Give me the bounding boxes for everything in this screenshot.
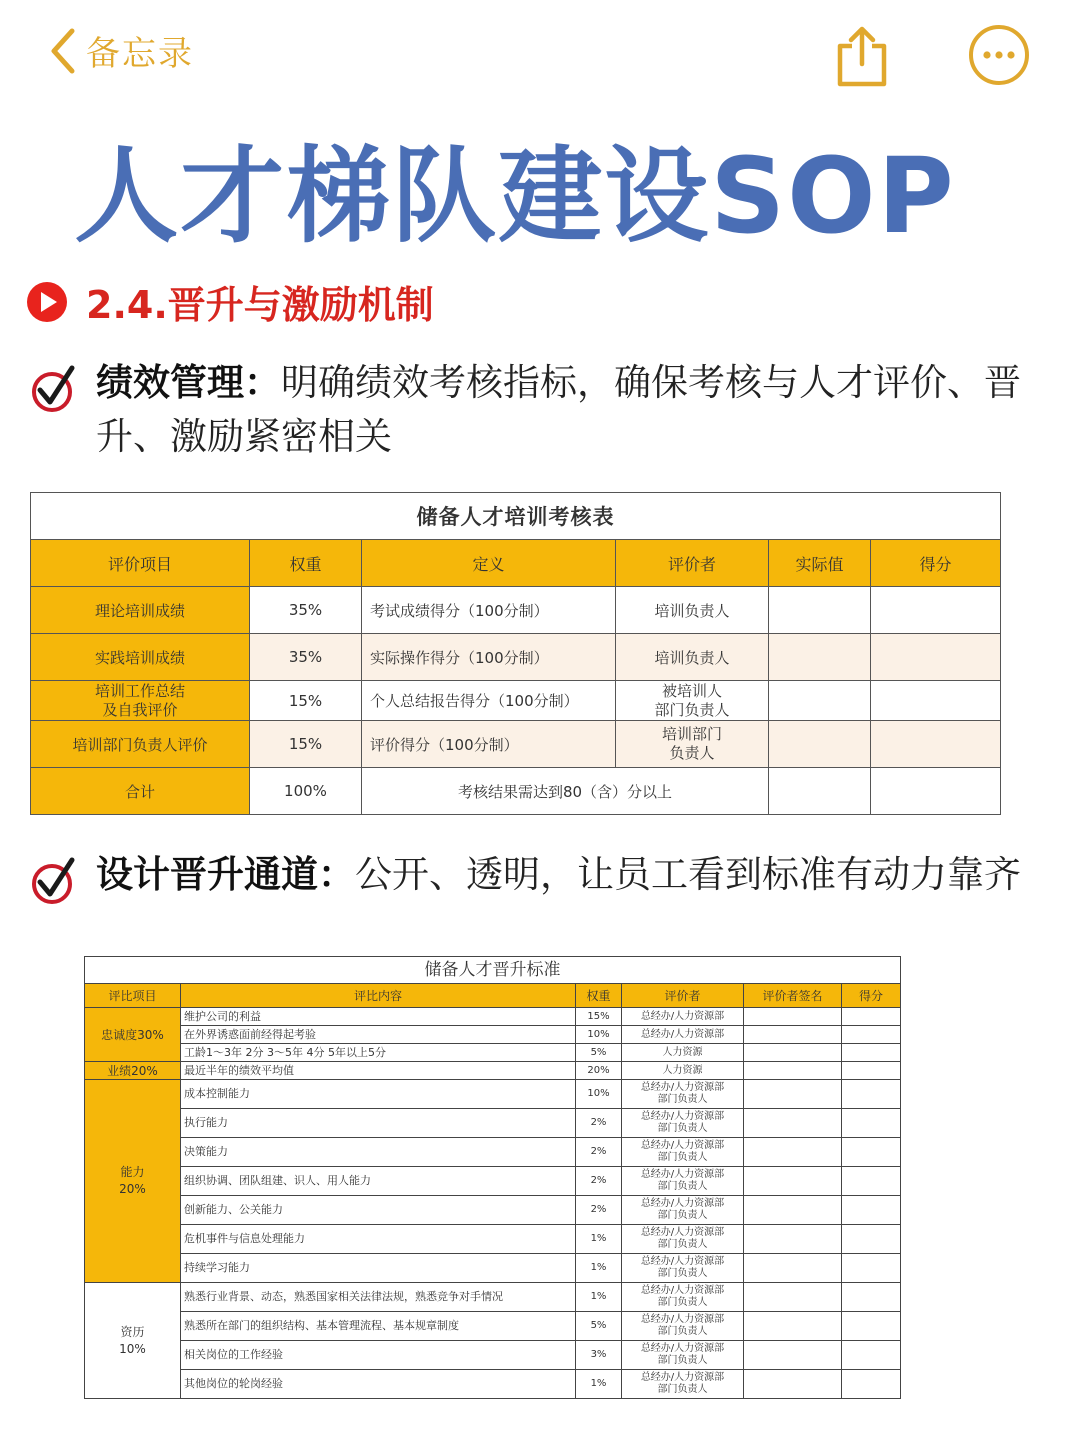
evaluator-cell: 人力资源 <box>622 1044 744 1062</box>
signature-cell <box>744 1109 842 1138</box>
score-cell <box>842 1196 901 1225</box>
signature-cell <box>744 1026 842 1044</box>
score-cell <box>842 1312 901 1341</box>
evaluator-cell: 总经办/人力资源部 部门负责人 <box>622 1370 744 1399</box>
content-cell: 组织协调、团队组建、识人、用人能力 <box>181 1167 576 1196</box>
signature-cell <box>744 1008 842 1026</box>
header-cell: 评比内容 <box>181 984 576 1008</box>
evaluator-cell: 总经办/人力资源部 部门负责人 <box>622 1167 744 1196</box>
score-cell <box>842 1341 901 1370</box>
checkmark-icon <box>30 362 78 414</box>
score-cell <box>842 1370 901 1399</box>
content-cell: 其他岗位的轮岗经验 <box>181 1370 576 1399</box>
table-row <box>85 1196 901 1225</box>
table-row <box>85 1109 901 1138</box>
point-text: 公开、透明，让员工看到标准有动力靠齐 <box>355 853 1021 896</box>
header-cell: 评价者 <box>616 540 769 587</box>
weight-cell: 1% <box>576 1225 622 1254</box>
point-label: 设计晋升通道： <box>96 853 355 896</box>
evaluator-cell: 总经办/人力资源部 部门负责人 <box>622 1109 744 1138</box>
signature-cell <box>744 1254 842 1283</box>
score-cell <box>842 1225 901 1254</box>
table-caption: 储备人才培训考核表 <box>31 493 1001 540</box>
evaluator-cell: 总经办/人力资源部 部门负责人 <box>622 1283 744 1312</box>
header-cell: 权重 <box>576 984 622 1008</box>
signature-cell <box>744 1167 842 1196</box>
content-cell: 相关岗位的工作经验 <box>181 1341 576 1370</box>
weight-cell: 15% <box>576 1008 622 1026</box>
page-title: 人才梯队建设SOP <box>74 135 956 257</box>
weight-cell: 10% <box>576 1026 622 1044</box>
play-icon <box>26 281 68 323</box>
table-row <box>85 1254 901 1283</box>
score-cell <box>842 1044 901 1062</box>
score-cell <box>871 587 1001 634</box>
evaluator-cell: 总经办/人力资源部 <box>622 1026 744 1044</box>
back-button[interactable] <box>48 26 194 75</box>
weight-cell: 5% <box>576 1312 622 1341</box>
evaluator-cell: 人力资源 <box>622 1062 744 1080</box>
table-header-row <box>85 984 901 1008</box>
score-cell <box>871 768 1001 815</box>
training-assessment-table <box>30 492 1001 815</box>
definition-cell: 评价得分（100分制） <box>362 721 616 768</box>
table-row <box>85 1026 901 1044</box>
section-heading <box>26 274 434 329</box>
weight-cell: 1% <box>576 1370 622 1399</box>
header-cell: 评比项目 <box>85 984 181 1008</box>
chevron-left-icon <box>48 27 78 75</box>
definition-cell: 考试成绩得分（100分制） <box>362 587 616 634</box>
evaluator-cell: 总经办/人力资源部 部门负责人 <box>622 1341 744 1370</box>
point-text: 明确绩效考核指标，确保考核与人才评价、晋升、激励紧密相关 <box>96 361 1021 458</box>
weight-cell: 3% <box>576 1341 622 1370</box>
checkmark-icon <box>30 854 78 906</box>
score-cell <box>842 1254 901 1283</box>
evaluator-cell: 培训部门 负责人 <box>616 721 769 768</box>
point-label: 绩效管理： <box>96 361 281 404</box>
point-promotion <box>30 848 1040 902</box>
signature-cell <box>744 1044 842 1062</box>
evaluator-cell: 总经办/人力资源部 部门负责人 <box>622 1225 744 1254</box>
content-cell: 执行能力 <box>181 1109 576 1138</box>
signature-cell <box>744 1341 842 1370</box>
table-row <box>85 1080 901 1109</box>
evaluator-cell: 培训负责人 <box>616 587 769 634</box>
more-options-icon[interactable] <box>968 24 1030 86</box>
actual-value-cell <box>769 721 871 768</box>
signature-cell <box>744 1283 842 1312</box>
score-cell <box>842 1062 901 1080</box>
evaluator-cell: 总经办/人力资源部 部门负责人 <box>622 1196 744 1225</box>
score-cell <box>842 1026 901 1044</box>
group-cell: 业绩20% <box>85 1062 181 1080</box>
item-cell: 理论培训成绩 <box>31 587 250 634</box>
share-icon[interactable] <box>832 24 892 88</box>
table-row <box>85 1138 901 1167</box>
weight-cell: 35% <box>250 587 362 634</box>
table-row <box>85 1167 901 1196</box>
header-cell: 定义 <box>362 540 616 587</box>
weight-cell: 2% <box>576 1138 622 1167</box>
table-row <box>85 1312 901 1341</box>
actual-value-cell <box>769 634 871 681</box>
signature-cell <box>744 1312 842 1341</box>
score-cell <box>871 681 1001 721</box>
content-cell: 熟悉所在部门的组织结构、基本管理流程、基本规章制度 <box>181 1312 576 1341</box>
table-caption: 储备人才晋升标准 <box>85 957 901 984</box>
definition-cell: 实际操作得分（100分制） <box>362 634 616 681</box>
actual-value-cell <box>769 587 871 634</box>
total-label: 合计 <box>31 768 250 815</box>
group-cell: 能力 20% <box>85 1080 181 1283</box>
definition-cell: 个人总结报告得分（100分制） <box>362 681 616 721</box>
weight-cell: 20% <box>576 1062 622 1080</box>
evaluator-cell: 总经办/人力资源部 <box>622 1008 744 1026</box>
content-cell: 创新能力、公关能力 <box>181 1196 576 1225</box>
score-cell <box>842 1138 901 1167</box>
score-cell <box>871 634 1001 681</box>
evaluator-cell: 总经办/人力资源部 部门负责人 <box>622 1080 744 1109</box>
table-row <box>85 1044 901 1062</box>
evaluator-cell: 总经办/人力资源部 部门负责人 <box>622 1254 744 1283</box>
header-cell: 得分 <box>842 984 901 1008</box>
total-weight: 100% <box>250 768 362 815</box>
item-cell: 培训工作总结 及自我评价 <box>31 681 250 721</box>
weight-cell: 35% <box>250 634 362 681</box>
section-title: 2.4.晋升与激励机制 <box>86 283 434 327</box>
content-cell: 在外界诱惑面前经得起考验 <box>181 1026 576 1044</box>
promotion-standard-table <box>84 956 901 1399</box>
header-cell: 得分 <box>871 540 1001 587</box>
table-row <box>85 1370 901 1399</box>
header-cell: 评价项目 <box>31 540 250 587</box>
score-cell <box>842 1283 901 1312</box>
evaluator-cell: 总经办/人力资源部 部门负责人 <box>622 1312 744 1341</box>
table-row <box>85 1283 901 1312</box>
signature-cell <box>744 1225 842 1254</box>
weight-cell: 2% <box>576 1167 622 1196</box>
weight-cell: 1% <box>576 1254 622 1283</box>
table-row <box>31 681 1001 721</box>
group-cell: 资历 10% <box>85 1283 181 1399</box>
item-cell: 实践培训成绩 <box>31 634 250 681</box>
header-cell: 评价者 <box>622 984 744 1008</box>
table-row <box>31 587 1001 634</box>
table-row <box>85 1008 901 1026</box>
signature-cell <box>744 1062 842 1080</box>
table-row <box>85 1341 901 1370</box>
header-cell: 实际值 <box>769 540 871 587</box>
table-row <box>31 634 1001 681</box>
content-cell: 成本控制能力 <box>181 1080 576 1109</box>
table-row <box>31 721 1001 768</box>
content-cell: 熟悉行业背景、动态，熟悉国家相关法律法规，熟悉竞争对手情况 <box>181 1283 576 1312</box>
top-nav-bar <box>0 0 1080 110</box>
weight-cell: 10% <box>576 1080 622 1109</box>
weight-cell: 2% <box>576 1109 622 1138</box>
content-cell: 危机事件与信息处理能力 <box>181 1225 576 1254</box>
signature-cell <box>744 1196 842 1225</box>
score-cell <box>842 1109 901 1138</box>
item-cell: 培训部门负责人评价 <box>31 721 250 768</box>
header-cell: 权重 <box>250 540 362 587</box>
actual-value-cell <box>769 768 871 815</box>
content-cell: 最近半年的绩效平均值 <box>181 1062 576 1080</box>
signature-cell <box>744 1370 842 1399</box>
weight-cell: 2% <box>576 1196 622 1225</box>
evaluator-cell: 总经办/人力资源部 部门负责人 <box>622 1138 744 1167</box>
point-performance <box>30 356 1040 464</box>
group-cell: 忠诚度30% <box>85 1008 181 1062</box>
back-label: 备忘录 <box>86 34 194 74</box>
weight-cell: 1% <box>576 1283 622 1312</box>
table-row <box>85 1062 901 1080</box>
header-cell: 评价者签名 <box>744 984 842 1008</box>
score-cell <box>842 1080 901 1109</box>
content-cell: 维护公司的利益 <box>181 1008 576 1026</box>
content-cell: 持续学习能力 <box>181 1254 576 1283</box>
actual-value-cell <box>769 681 871 721</box>
weight-cell: 5% <box>576 1044 622 1062</box>
table-total-row <box>31 768 1001 815</box>
score-cell <box>871 721 1001 768</box>
table-header-row <box>31 540 1001 587</box>
weight-cell: 15% <box>250 721 362 768</box>
score-cell <box>842 1167 901 1196</box>
score-cell <box>842 1008 901 1026</box>
signature-cell <box>744 1138 842 1167</box>
evaluator-cell: 培训负责人 <box>616 634 769 681</box>
content-cell: 决策能力 <box>181 1138 576 1167</box>
weight-cell: 15% <box>250 681 362 721</box>
table-row <box>85 1225 901 1254</box>
content-cell: 工龄1～3年 2分 3～5年 4分 5年以上5分 <box>181 1044 576 1062</box>
total-note: 考核结果需达到80（含）分以上 <box>362 768 769 815</box>
signature-cell <box>744 1080 842 1109</box>
evaluator-cell: 被培训人 部门负责人 <box>616 681 769 721</box>
